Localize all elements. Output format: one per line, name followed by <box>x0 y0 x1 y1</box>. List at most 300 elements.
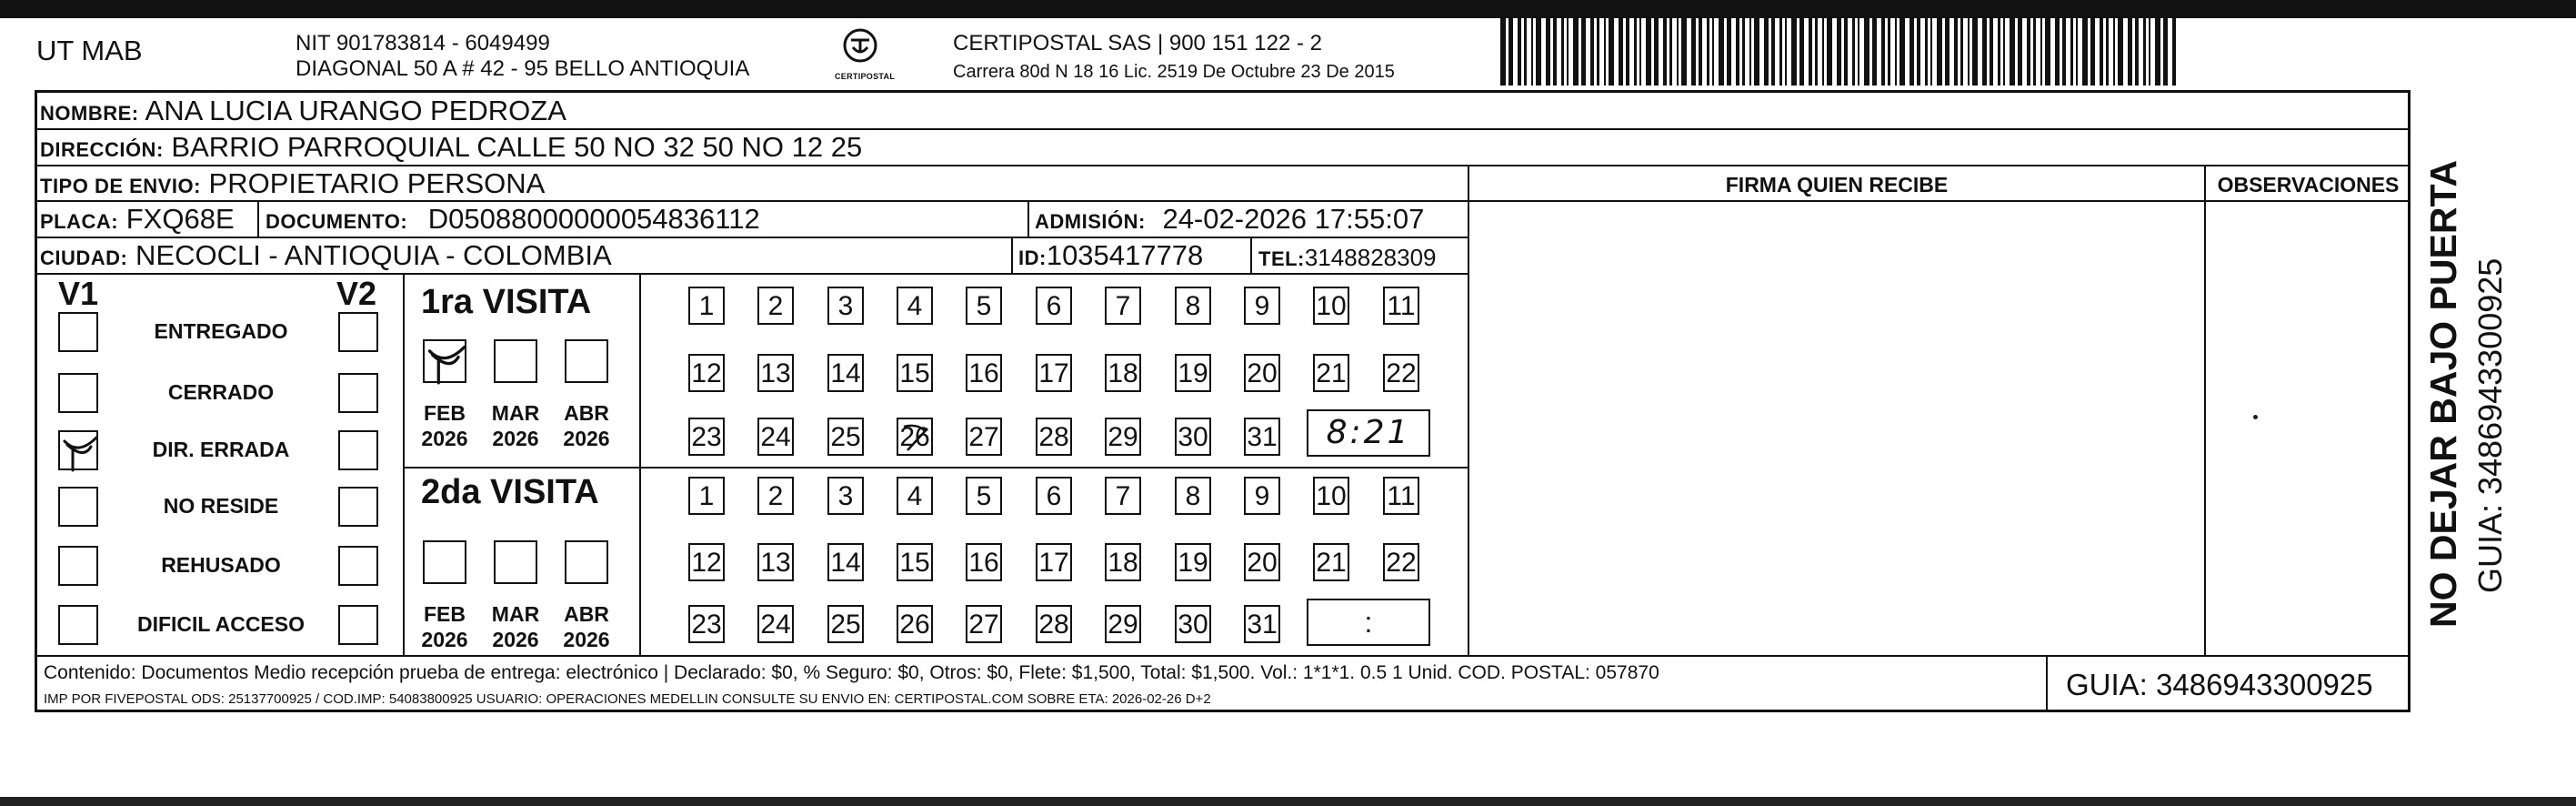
barcode-bar <box>2135 15 2139 86</box>
barcode-bar <box>1930 15 1932 86</box>
barcode-bar <box>1553 15 1557 86</box>
tipo-envio-label: TIPO DE ENVIO: <box>40 175 201 197</box>
firma-header: FIRMA QUIEN RECIBE <box>1725 173 1949 196</box>
v1-checkbox[interactable] <box>58 430 98 470</box>
id-cell <box>1018 239 1203 275</box>
status-label: REHUSADO <box>161 553 281 577</box>
day-number: 24 <box>760 422 791 452</box>
day-number: 27 <box>968 422 999 452</box>
barcode-bar <box>2172 15 2176 86</box>
second-visit-day-24[interactable] <box>757 605 794 643</box>
v2-checkbox[interactable] <box>338 373 378 413</box>
month-label <box>483 400 548 451</box>
second-visit-day-29[interactable] <box>1105 605 1141 643</box>
barcode-bar <box>1899 15 1905 86</box>
day-number: 11 <box>1387 481 1416 511</box>
second-visit-time[interactable] <box>1307 599 1430 646</box>
first-visit-time-value: 8:21 <box>1326 414 1411 451</box>
day-number: 6 <box>1046 481 1062 511</box>
rule <box>257 200 259 237</box>
barcode-bar <box>1719 15 1724 86</box>
day-number: 19 <box>1178 358 1208 388</box>
tel-value: 3148828309 <box>1304 244 1437 271</box>
second-visit-day-13[interactable] <box>757 543 794 581</box>
first-visit-day-27[interactable] <box>966 418 1002 456</box>
barcode-bar <box>1895 15 1897 86</box>
status-label: ENTREGADO <box>154 319 288 343</box>
month-year: 2026 <box>492 427 539 450</box>
day-number: 18 <box>1108 548 1138 578</box>
barcode-bar <box>2055 15 2060 86</box>
second-visit-day-21[interactable] <box>1313 543 1349 581</box>
id-value: 1035417778 <box>1046 239 1204 271</box>
carrier-license: Carrera 80d N 18 16 Lic. 2519 De Octubre 23 De 2015 <box>953 62 1395 82</box>
barcode-bar <box>1742 15 1745 86</box>
barcode-bar <box>2082 15 2088 86</box>
no-dejar-warning: NO DEJAR BAJO PUERTA <box>2422 159 2464 628</box>
barcode-bar <box>1909 15 1914 86</box>
barcode-bar <box>2003 15 2005 86</box>
day-number: 3 <box>837 291 854 321</box>
second-visit-time-value: : <box>1364 606 1373 639</box>
barcode-bar <box>1785 15 1787 86</box>
month-label <box>483 601 548 652</box>
day-number: 13 <box>760 548 791 578</box>
month-year: 2026 <box>421 427 468 450</box>
second-visit-day-26[interactable] <box>897 605 933 643</box>
barcode-bar <box>2113 15 2115 86</box>
v1-checkbox[interactable] <box>58 605 98 645</box>
rule <box>405 467 641 468</box>
barcode-bar <box>1779 15 1782 86</box>
second-visit-day-9[interactable] <box>1244 477 1280 515</box>
first-visit-day-4[interactable] <box>897 287 933 325</box>
second-visit-day-20[interactable] <box>1244 543 1280 581</box>
first-visit-day-7[interactable] <box>1105 287 1141 325</box>
nombre-row <box>40 95 566 130</box>
first-visit-day-18[interactable] <box>1105 354 1141 392</box>
barcode-bar <box>1881 15 1885 86</box>
first-visit-day-10[interactable] <box>1313 287 1349 325</box>
second-visit-day-2[interactable] <box>757 477 794 515</box>
v1-checkbox[interactable] <box>58 487 98 527</box>
barcode-bar <box>1500 15 1506 86</box>
tipo-envio-row <box>40 167 545 203</box>
footer-guia: GUIA: 3486943300925 <box>2066 668 2373 701</box>
day-number: 29 <box>1108 610 1138 640</box>
second-visit-day-16[interactable] <box>966 543 1002 581</box>
day-number: 12 <box>691 358 722 388</box>
second-visit-title: 2da VISITA <box>421 473 599 511</box>
day-number: 31 <box>1247 610 1278 640</box>
barcode-bar <box>1972 15 1978 86</box>
barcode-bar <box>1815 15 1818 86</box>
barcode-bar <box>2090 15 2095 86</box>
day-number: 8 <box>1185 291 1201 321</box>
rule <box>1027 200 1029 237</box>
month-label <box>412 400 477 451</box>
barcode-bar <box>1573 15 1579 86</box>
barcode-bar <box>1567 15 1569 86</box>
rule <box>641 467 1469 468</box>
day-number: 21 <box>1316 358 1347 388</box>
day-number: 15 <box>899 358 930 388</box>
day-number: 12 <box>691 548 722 578</box>
rule <box>2046 655 2048 712</box>
second-visit-day-4[interactable] <box>897 477 933 515</box>
first-visit-day-23[interactable] <box>688 418 725 456</box>
barcode-bar <box>1677 15 1679 86</box>
barcode-bar <box>1917 15 1920 86</box>
first-visit-day-2[interactable] <box>757 287 794 325</box>
barcode-bar <box>1888 15 1890 86</box>
barcode-bar <box>1990 15 1993 86</box>
barcode-bar <box>1925 15 1928 86</box>
barcode-bar <box>1872 15 1877 86</box>
barcode-bar <box>2100 15 2103 86</box>
second-visit-month-feb[interactable] <box>423 540 466 584</box>
day-number: 30 <box>1178 610 1208 640</box>
second-visit-day-12[interactable] <box>688 543 725 581</box>
first-visit-day-1[interactable] <box>688 287 725 325</box>
first-visit-day-12[interactable] <box>688 354 725 392</box>
barcode-bar <box>1864 15 1869 86</box>
day-number: 23 <box>691 610 722 640</box>
v2-checkbox[interactable] <box>338 605 378 645</box>
second-visit-day-3[interactable] <box>827 477 864 515</box>
day-number: 14 <box>830 548 861 578</box>
barcode-bar <box>1619 15 1623 86</box>
barcode-bar <box>1654 15 1659 86</box>
barcode-bar <box>1639 15 1641 86</box>
second-visit-day-25[interactable] <box>827 605 864 643</box>
first-visit-day-16[interactable] <box>966 354 1002 392</box>
first-visit-day-3[interactable] <box>827 287 864 325</box>
first-visit-day-17[interactable] <box>1036 354 1072 392</box>
second-visit-day-15[interactable] <box>897 543 933 581</box>
day-number: 26 <box>899 610 930 640</box>
ciudad-row <box>40 239 612 275</box>
day-number: 23 <box>691 422 722 452</box>
first-visit-day-13[interactable] <box>757 354 794 392</box>
day-number: 14 <box>830 358 861 388</box>
month-name: FEB <box>424 401 466 425</box>
first-visit-time[interactable] <box>1307 409 1430 457</box>
barcode-bar <box>1626 15 1629 86</box>
barcode-bar <box>1699 15 1702 86</box>
day-number: 24 <box>760 610 791 640</box>
day-number: 1 <box>698 481 715 511</box>
barcode-bar <box>1634 15 1637 86</box>
nombre-label: NOMBRE: <box>40 102 139 125</box>
first-visit-day-8[interactable] <box>1175 287 1211 325</box>
placa-label: PLACA: <box>40 210 119 233</box>
month-year: 2026 <box>421 628 468 651</box>
month-name: MAR <box>491 602 540 626</box>
barcode-bar <box>1827 15 1832 86</box>
second-visit-day-23[interactable] <box>688 605 725 643</box>
barcode-bar <box>2163 15 2168 86</box>
first-visit-day-9[interactable] <box>1244 287 1280 325</box>
barcode-bar <box>1712 15 1714 86</box>
barcode-bar <box>2062 15 2066 86</box>
barcode-bar <box>1691 15 1696 86</box>
day-number: 13 <box>760 358 791 388</box>
barcode-bar <box>1837 15 1841 86</box>
v2-header: V2 <box>336 275 377 312</box>
second-visit-day-11[interactable] <box>1383 477 1419 515</box>
day-number: 22 <box>1386 358 1417 388</box>
first-visit-day-14[interactable] <box>827 354 864 392</box>
day-number: 7 <box>1115 481 1131 511</box>
company-name: UT MAB <box>36 35 143 66</box>
barcode-bar <box>1518 15 1521 86</box>
admision-value: 24-02-2026 17:55:07 <box>1162 203 1425 235</box>
status-label: DIFICIL ACCESO <box>136 612 305 636</box>
barcode-bar <box>1809 15 1812 86</box>
documento-value: D05088000000054836112 <box>427 203 760 235</box>
imp-text: IMP POR FIVEPOSTAL ODS: 25137700925 / COD.IMP: 54083800925 USUARIO: OPERACIONES MEDELLIN CONSULTE SU ENVIO EN: CERTIPOSTAL.COM SOBRE ETA: 2026-02-26 D+2 <box>44 691 1211 707</box>
barcode-bar <box>1509 15 1513 86</box>
company-address: DIAGONAL 50 A # 42 - 95 BELLO ANTIOQUIA <box>296 56 750 81</box>
barcode-bar <box>1982 15 1987 86</box>
day-number: 21 <box>1316 548 1347 578</box>
barcode-bar <box>1524 15 1527 86</box>
first-visit-day-11[interactable] <box>1383 287 1419 325</box>
month-name: FEB <box>424 602 466 626</box>
day-number: 4 <box>907 481 923 511</box>
day-number: 10 <box>1316 291 1347 321</box>
certipostal-logo <box>835 27 896 86</box>
day-number: 20 <box>1247 548 1278 578</box>
day-number: 25 <box>830 610 861 640</box>
barcode <box>1500 15 2182 86</box>
direccion-label: DIRECCIÓN: <box>40 138 164 161</box>
barcode-bar <box>1844 15 1848 86</box>
observaciones-area[interactable] <box>2206 202 2411 655</box>
first-visit-title: 1ra VISITA <box>421 283 592 321</box>
second-visit-day-30[interactable] <box>1175 605 1211 643</box>
contenido-text: Contenido: Documentos Medio recepción prueba de entrega: electrónico | Declarado: $0, % Seguro: $0, Otros: $0, Flete: $1,500, Total: $1,500. Vol.: 1*1*1. 0.5 1 Unid. COD. POSTAL: 057870 <box>44 662 1659 683</box>
first-visit-month-feb[interactable] <box>423 339 466 383</box>
rule <box>639 273 641 655</box>
day-number: 10 <box>1316 481 1347 511</box>
observaciones-header: OBSERVACIONES <box>2217 173 2400 196</box>
rule <box>403 273 405 655</box>
first-visit-day-24[interactable] <box>757 418 794 456</box>
barcode-bar <box>1858 15 1859 86</box>
second-visit-month-abr[interactable] <box>565 540 608 584</box>
second-visit-day-22[interactable] <box>1383 543 1419 581</box>
day-number: 20 <box>1247 358 1278 388</box>
status-label: DIR. ERRADA <box>152 438 290 461</box>
month-name: MAR <box>491 401 540 425</box>
barcode-bar <box>1609 15 1614 86</box>
nombre-value: ANA LUCIA URANGO PEDROZA <box>145 95 566 126</box>
barcode-bar <box>1791 15 1797 86</box>
second-visit-day-18[interactable] <box>1105 543 1141 581</box>
barcode-bar <box>1945 15 1950 86</box>
month-name: ABR <box>564 602 609 626</box>
v2-checkbox[interactable] <box>338 487 378 527</box>
v1-checkbox[interactable] <box>58 373 98 413</box>
second-visit-day-5[interactable] <box>966 477 1002 515</box>
barcode-bar <box>2027 15 2030 86</box>
day-number: 11 <box>1387 291 1416 321</box>
documento-cell <box>266 203 760 238</box>
barcode-bar <box>1681 15 1687 86</box>
second-visit-month-mar[interactable] <box>494 540 537 584</box>
month-year: 2026 <box>492 628 539 651</box>
barcode-bar <box>1754 15 1759 86</box>
day-number: 9 <box>1254 291 1270 321</box>
first-visit-day-31[interactable] <box>1244 418 1280 456</box>
barcode-bar <box>1960 15 1963 86</box>
admision-cell <box>1035 203 1424 238</box>
month-year: 2026 <box>563 628 610 651</box>
first-visit-day-29[interactable] <box>1105 418 1141 456</box>
v1-checkbox[interactable] <box>58 312 98 352</box>
second-visit-day-31[interactable] <box>1244 605 1280 643</box>
barcode-bar <box>1604 15 1606 86</box>
barcode-bar <box>1954 15 1958 86</box>
day-number: 17 <box>1038 548 1069 578</box>
barcode-bar <box>2010 15 2015 86</box>
status-label: NO RESIDE <box>163 494 279 518</box>
barcode-bar <box>1531 15 1533 86</box>
first-visit-month-abr[interactable] <box>565 339 608 383</box>
first-visit-day-15[interactable] <box>897 354 933 392</box>
tel-label: TEL: <box>1258 247 1305 270</box>
day-number: 25 <box>830 422 861 452</box>
month-year: 2026 <box>563 427 610 450</box>
first-visit-day-30[interactable] <box>1175 418 1211 456</box>
second-visit-day-10[interactable] <box>1313 477 1349 515</box>
day-number: 2 <box>767 481 784 511</box>
first-visit-day-28[interactable] <box>1036 418 1072 456</box>
top-edge-bar <box>0 0 2576 18</box>
direccion-row <box>40 131 862 166</box>
day-number: 7 <box>1115 291 1131 321</box>
v2-checkbox[interactable] <box>338 546 378 586</box>
day-number: 8 <box>1185 481 1201 511</box>
rule <box>1250 237 1252 273</box>
barcode-bar <box>1764 15 1769 86</box>
v1-checkbox[interactable] <box>58 546 98 586</box>
barcode-bar <box>1749 15 1751 86</box>
day-number: 18 <box>1108 358 1138 388</box>
ciudad-label: CIUDAD: <box>40 247 128 269</box>
direccion-value: BARRIO PARROQUIAL CALLE 50 NO 32 50 NO 12 25 <box>171 131 863 163</box>
ink-dot <box>2253 415 2258 419</box>
barcode-bar <box>2070 15 2073 86</box>
logo-text: CERTIPOSTAL <box>835 72 896 81</box>
barcode-bar <box>2040 15 2042 86</box>
bottom-edge-bar <box>0 797 2576 806</box>
barcode-bar <box>1590 15 1594 86</box>
first-visit-day-19[interactable] <box>1175 354 1211 392</box>
barcode-bar <box>2033 15 2036 86</box>
id-label: ID: <box>1018 247 1047 269</box>
first-visit-day-21[interactable] <box>1313 354 1349 392</box>
tipo-envio-value: PROPIETARIO PERSONA <box>208 167 546 199</box>
second-visit-day-28[interactable] <box>1036 605 1072 643</box>
day-number: 5 <box>976 481 992 511</box>
barcode-bar <box>2149 15 2150 86</box>
second-visit-day-8[interactable] <box>1175 477 1211 515</box>
barcode-bar <box>2076 15 2078 86</box>
barcode-bar <box>1727 15 1731 86</box>
month-label <box>554 601 619 652</box>
first-visit-day-22[interactable] <box>1383 354 1419 392</box>
second-visit-day-17[interactable] <box>1036 543 1072 581</box>
second-visit-day-14[interactable] <box>827 543 864 581</box>
barcode-bar <box>1669 15 1672 86</box>
day-number: 3 <box>837 481 854 511</box>
documento-label: DOCUMENTO: <box>266 210 408 233</box>
first-visit-day-6[interactable] <box>1036 287 1072 325</box>
second-visit-day-6[interactable] <box>1036 477 1072 515</box>
second-visit-day-19[interactable] <box>1175 543 1211 581</box>
barcode-bar <box>2143 15 2146 86</box>
day-number: 4 <box>907 291 923 321</box>
barcode-bar <box>1707 15 1709 86</box>
day-number: 26 <box>899 422 930 452</box>
month-label <box>412 601 477 652</box>
carrier-name: CERTIPOSTAL SAS | 900 151 122 - 2 <box>953 31 1322 55</box>
first-visit-month-mar[interactable] <box>494 339 537 383</box>
first-visit-day-20[interactable] <box>1244 354 1280 392</box>
first-visit-day-26[interactable] <box>897 418 933 456</box>
day-number: 5 <box>976 291 992 321</box>
barcode-bar <box>1771 15 1775 86</box>
second-visit-day-7[interactable] <box>1105 477 1141 515</box>
firma-area[interactable] <box>1469 202 2204 655</box>
v2-checkbox[interactable] <box>338 430 378 470</box>
barcode-bar <box>2018 15 2022 86</box>
barcode-bar <box>1799 15 1804 86</box>
v2-checkbox[interactable] <box>338 312 378 352</box>
barcode-bar <box>1646 15 1651 86</box>
barcode-bar <box>2106 15 2109 86</box>
first-visit-day-25[interactable] <box>827 418 864 456</box>
day-number: 16 <box>968 548 999 578</box>
month-label <box>554 400 619 451</box>
company-nit: NIT 901783814 - 6049499 <box>296 31 550 55</box>
rule <box>35 655 2411 657</box>
placa-cell <box>40 203 235 238</box>
barcode-bar <box>1998 15 2000 86</box>
barcode-bar <box>2118 15 2123 86</box>
first-visit-day-5[interactable] <box>966 287 1002 325</box>
admision-label: ADMISIÓN: <box>1035 210 1146 233</box>
day-number: 27 <box>968 610 999 640</box>
day-number: 22 <box>1386 548 1417 578</box>
second-visit-day-27[interactable] <box>966 605 1002 643</box>
second-visit-day-1[interactable] <box>688 477 725 515</box>
day-number: 16 <box>968 358 999 388</box>
barcode-bar <box>1663 15 1667 86</box>
status-label: CERRADO <box>167 380 275 404</box>
barcode-bar <box>2128 15 2132 86</box>
barcode-bar <box>1597 15 1599 86</box>
day-number: 28 <box>1038 422 1069 452</box>
barcode-bar <box>1822 15 1824 86</box>
day-number: 31 <box>1247 422 1278 452</box>
side-guia: GUIA: 3486943300925 <box>2471 257 2509 593</box>
barcode-bar <box>1561 15 1564 86</box>
day-number: 6 <box>1046 291 1062 321</box>
